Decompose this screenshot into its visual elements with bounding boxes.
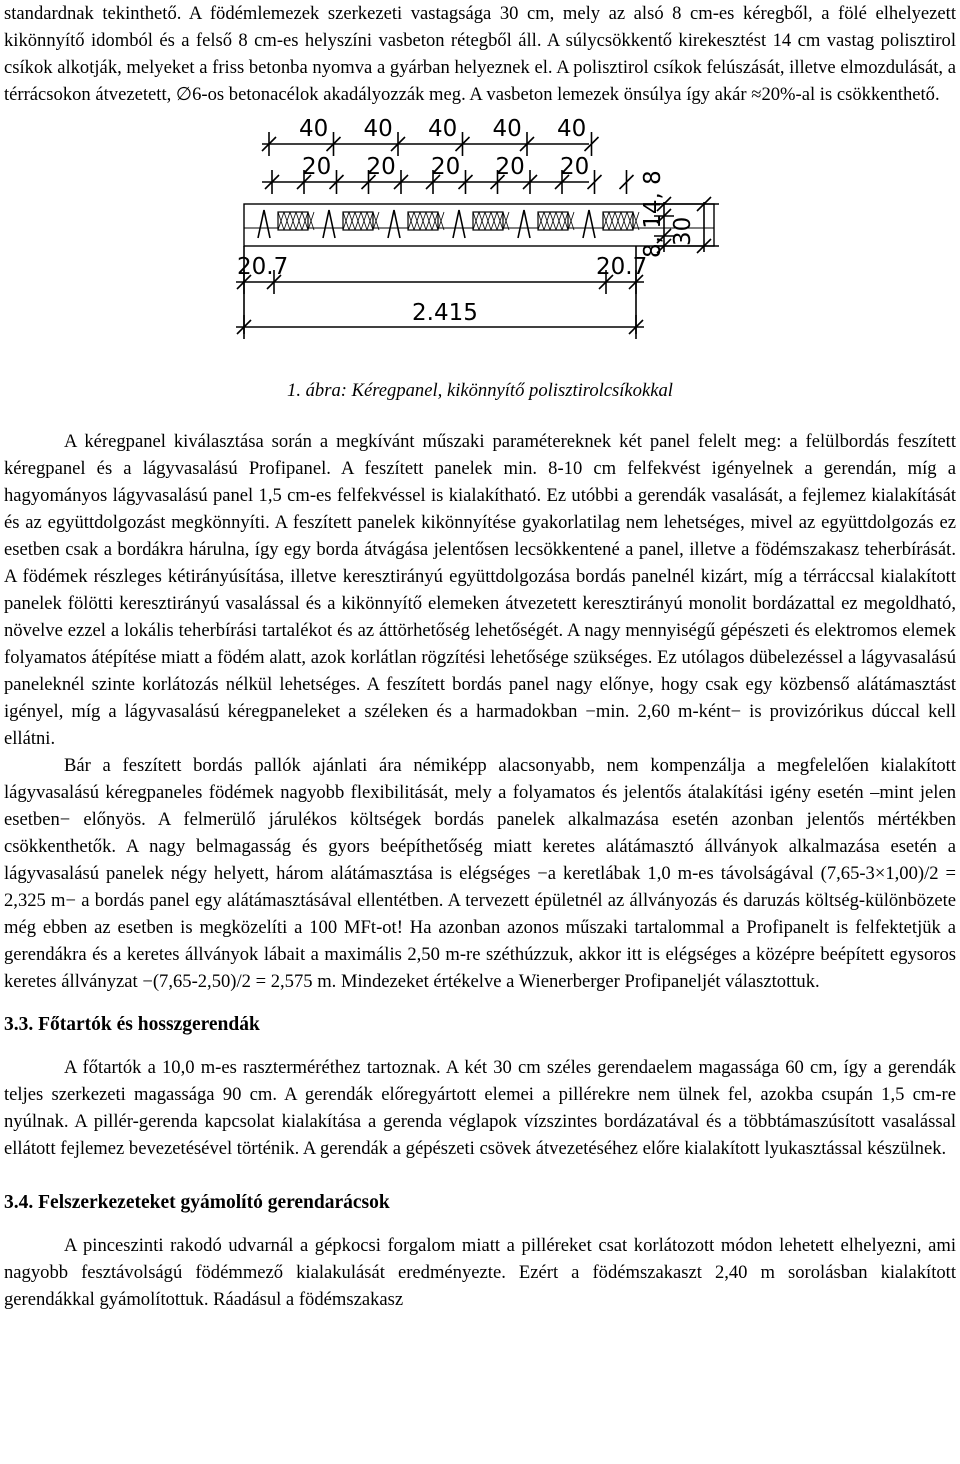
truss-rib	[323, 210, 335, 238]
section-heading-3-4: 3.4. Felszerkezeteket gyámolító gerendarácsok	[4, 1192, 390, 1213]
top-dim-label: 40	[428, 116, 458, 142]
document-page	[4, 0, 956, 1313]
inner-dim-label: 20	[431, 154, 461, 180]
polystyrene-block	[538, 212, 574, 230]
layer-dims-label: 8, 14, 8	[640, 170, 666, 258]
edge-right-label: 20.7	[596, 254, 648, 280]
section-heading-3-3: 3.3. Főtartók és hosszgerendák	[4, 1014, 260, 1035]
top-dim-label: 40	[492, 116, 522, 142]
total-width-label: 2.415	[412, 300, 478, 326]
polystyrene-block	[343, 212, 379, 230]
inner-dim-label: 20	[495, 154, 525, 180]
height-label: 30	[670, 216, 696, 246]
truss-rib	[453, 210, 465, 238]
polystyrene-block	[473, 212, 509, 230]
truss-rib	[583, 210, 595, 238]
top-dim-label: 40	[557, 116, 587, 142]
inner-dim-label: 20	[560, 154, 590, 180]
body-paragraph-1: A kéregpanel kiválasztása során a megkívánt műszaki paramétereknek két panel felelt meg: a felülbordás feszített kéregpanel és a lágyvasalású Profipanel. A feszített panelek min. 8-10 cm felfekvést igényelnek a gerendán, míg a hagyományos lágyvasalású panel 1,5 cm-es felfekvéssel is kialakítható. Ez utóbbi a gerendák vasalását, a fejlemez kialakítását és az együttdolgozást megkönnyíti. A feszített panelek kikönnyítése gyakorlatilag nem lehetséges, mivel az együttdolgozás ez esetben csak a bordákra hárulna, így egy borda átvágása jelentősen lecsökkentené a panel, illetve a födémszakasz teherbírását. A födémek részleges kétirányúsítása, illetve keresztirányú együttdolgozása bordás panelnél kizárt, míg a térráccsal kialakított panelek fölötti keresztirányú vasalással és a kikönnyítő elemeken átvezetett keresztirányú monolit bordázattal ez megoldható, növelve ezzel a lokális teherbírási tartalékot és az áttörhetőség lehetőségét. A nagy mennyiségű gépészeti és elektromos elemek folyamatos átépítése miatt a födém alatt, azok korlátlan rögzítési lehetősége szükséges. Ez utólagos dübelezéssel a lágyvasalású paneleknél szinte korlátozás nélkül lehetséges. A feszített bordás panel nagy előnye, hogy csak egy közbenső alátámasztást igényel, míg a lágyvasalású kéregpaneleket a széleken és a harmadokban −min. 2,60 m-ként− is provizórikus dúccal kell ellátni.	[4, 431, 956, 749]
panel-section-drawing	[4, 112, 956, 377]
polystyrene-block	[603, 212, 639, 230]
cross-section-figure	[4, 112, 956, 377]
body-paragraph-2: Bár a feszített bordás pallók ajánlati ára némiképp alacsonyabb, nem kompenzálja a megfelelően kialakított lágyvasalású kéregpaneles födémek nagyobb flexibilitását, mely a folyamatos és jelentős átalakítási igény esetén –mint jelen esetben− előnyös. A felmerülő járulékos költségek bordás panelek alkalmazása esetén azonban jelentős mértékben csökkenthetők. A nagy belmagasság és gyors beépíthetőség miatt keretes alátámasztó állványok alkalmazása esetén a lágyvasalású panelek négy helyett, három alátámasztása is elégséges −a keretlábak 1,0 m-es távolságával (7,65-3×1,00)/2 = 2,325 m− a bordás panel egy alátámasztásával ellentétben. A tervezett épületnél az állványozás és daruzás költség-különbözete még ebben az esetben is megközelíti a 100 MFt-ot! Ha azonban azonos műszaki tartalommal a Profipanelt is felfektetjük a gerendákra és a keretes állványok lábait a maximális 2,50 m-re széthúzzuk, akkor itt is elégséges a középre beépített egysoros keretes állványzat −(7,65-2,50)/2 = 2,575 m. Mindezeket értékelve a Wienerberger Profipaneljét választottuk.	[4, 755, 956, 992]
polystyrene-block	[278, 212, 314, 230]
section-3-4-paragraph: A pinceszinti rakodó udvarnál a gépkocsi forgalom miatt a pilléreket csat korlátozott módon lehetett elhelyezni, ami nagyobb fesztávolságú födémmező kialakulását eredményezte. Ezért a födémszakaszt 2,40 m sorolásban kialakított gerendákkal gyámolítottuk. Ráadásul a födémszakasz	[4, 1235, 956, 1310]
edge-left-label: 20.7	[237, 254, 289, 280]
section-3-3-paragraph: A főtartók a 10,0 m-es raszterméréthez tartoznak. A két 30 cm széles gerendaelem magassága 60 cm, így a gerendák teljes szerkezeti magassága 90 cm. A gerendák előregyártott elemei a pillérekre nem ülnek fel, azokba csupán 1,5 cm-re nyúlnak. A pillér-gerenda kapcsolat kialakítása a gerenda véglapok vízszintes bordázatával és a többtámaszúsított vasalással ellátott fejlemez bevezetésével történik. A gerendák a gépészeti csövek átvezetéséhez előre kialakított lyukasztással készülnek.	[4, 1057, 956, 1159]
inner-dim-label: 20	[302, 154, 332, 180]
inner-dim-label: 20	[366, 154, 396, 180]
intro-paragraph: standardnak tekinthető. A födémlemezek szerkezeti vastagsága 30 cm, mely az alsó 8 cm-es kéregből, a fölé elhelyezett kikönnyítő idomból és a felső 8 cm-es helyszíni vasbeton rétegből áll. A súlycsökkentő kirekesztést 14 cm vastag polisztirol csíkok alkotják, melyeket a friss betonba nyomva a gyárban helyeznek el. A polisztirol csíkok felúszását, illetve elmozdulását, a térrácsokon átvezetett, ∅6-os betonacélok akadályozzák meg. A vasbeton lemezek önsúlya így akár ≈20%-al is csökkenthető.	[4, 3, 956, 105]
truss-rib	[518, 210, 530, 238]
top-dim-label: 40	[299, 116, 329, 142]
top-dim-label: 40	[363, 116, 393, 142]
truss-rib	[258, 210, 270, 238]
figure-caption: 1. ábra: Kéregpanel, kikönnyítő polisztirolcsíkokkal	[287, 380, 673, 401]
truss-rib	[388, 210, 400, 238]
polystyrene-block	[408, 212, 444, 230]
